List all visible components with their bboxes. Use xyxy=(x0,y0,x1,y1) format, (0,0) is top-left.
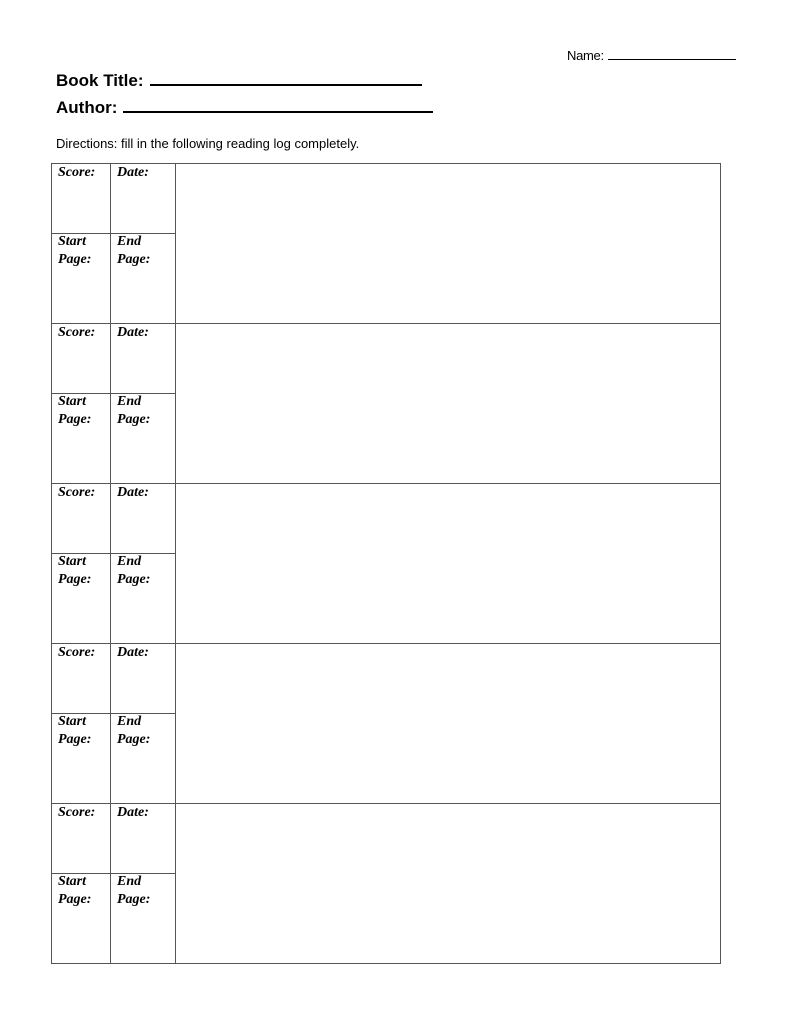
date-cell[interactable] xyxy=(111,804,176,874)
score-cell[interactable] xyxy=(52,644,111,714)
log-entry xyxy=(51,163,721,324)
start-page-cell[interactable] xyxy=(52,873,111,964)
score-label: Score: xyxy=(58,165,96,180)
score-cell[interactable] xyxy=(52,164,111,234)
end-label-line1: End xyxy=(117,874,142,889)
end-page-cell[interactable] xyxy=(111,233,176,324)
score-label: Score: xyxy=(58,485,96,500)
author-label: Author: xyxy=(56,98,118,117)
end-label-line2: Page: xyxy=(117,732,151,747)
date-label: Date: xyxy=(117,485,149,500)
start-label-line2: Page: xyxy=(58,252,92,267)
notes-cell[interactable] xyxy=(176,324,720,483)
date-label: Date: xyxy=(117,645,149,660)
end-label-line2: Page: xyxy=(117,252,151,267)
log-entry xyxy=(51,323,721,484)
start-page-cell[interactable] xyxy=(52,233,111,324)
score-cell[interactable] xyxy=(52,804,111,874)
start-label-line1: Start xyxy=(58,554,87,569)
log-entry xyxy=(51,643,721,804)
end-label-line2: Page: xyxy=(117,572,151,587)
date-label: Date: xyxy=(117,325,149,340)
end-label-line1: End xyxy=(117,714,142,729)
end-page-cell[interactable] xyxy=(111,393,176,484)
name-field[interactable] xyxy=(567,47,736,63)
end-label-line1: End xyxy=(117,394,142,409)
date-cell[interactable] xyxy=(111,164,176,234)
start-label-line1: Start xyxy=(58,394,87,409)
score-label: Score: xyxy=(58,325,96,340)
start-label-line2: Page: xyxy=(58,572,92,587)
end-label-line1: End xyxy=(117,554,142,569)
score-cell[interactable] xyxy=(52,324,111,394)
log-entry xyxy=(51,483,721,644)
start-page-cell[interactable] xyxy=(52,713,111,804)
end-page-cell[interactable] xyxy=(111,713,176,804)
start-page-cell[interactable] xyxy=(52,393,111,484)
date-cell[interactable] xyxy=(111,644,176,714)
score-label: Score: xyxy=(58,645,96,660)
end-label-line1: End xyxy=(117,234,142,249)
reading-log xyxy=(51,163,721,964)
log-entry xyxy=(51,803,721,964)
name-blank[interactable] xyxy=(608,47,736,60)
author-blank[interactable] xyxy=(123,97,433,113)
notes-cell[interactable] xyxy=(176,644,720,803)
start-label-line2: Page: xyxy=(58,892,92,907)
end-label-line2: Page: xyxy=(117,892,151,907)
notes-cell[interactable] xyxy=(176,164,720,323)
start-label-line1: Start xyxy=(58,234,87,249)
end-page-cell[interactable] xyxy=(111,873,176,964)
score-cell[interactable] xyxy=(52,484,111,554)
end-label-line2: Page: xyxy=(117,412,151,427)
end-page-cell[interactable] xyxy=(111,553,176,644)
book-title-blank[interactable] xyxy=(150,70,422,86)
start-page-cell[interactable] xyxy=(52,553,111,644)
name-label: Name: xyxy=(567,48,604,63)
date-cell[interactable] xyxy=(111,484,176,554)
start-label-line2: Page: xyxy=(58,412,92,427)
notes-cell[interactable] xyxy=(176,484,720,643)
date-label: Date: xyxy=(117,805,149,820)
directions-text: Directions: fill in the following reading log completely. xyxy=(56,136,360,151)
date-label: Date: xyxy=(117,165,149,180)
start-label-line1: Start xyxy=(58,874,87,889)
book-title-field[interactable] xyxy=(56,70,422,91)
start-label-line1: Start xyxy=(58,714,87,729)
notes-cell[interactable] xyxy=(176,804,720,963)
author-field[interactable] xyxy=(56,97,433,118)
date-cell[interactable] xyxy=(111,324,176,394)
score-label: Score: xyxy=(58,805,96,820)
start-label-line2: Page: xyxy=(58,732,92,747)
book-title-label: Book Title: xyxy=(56,71,144,90)
